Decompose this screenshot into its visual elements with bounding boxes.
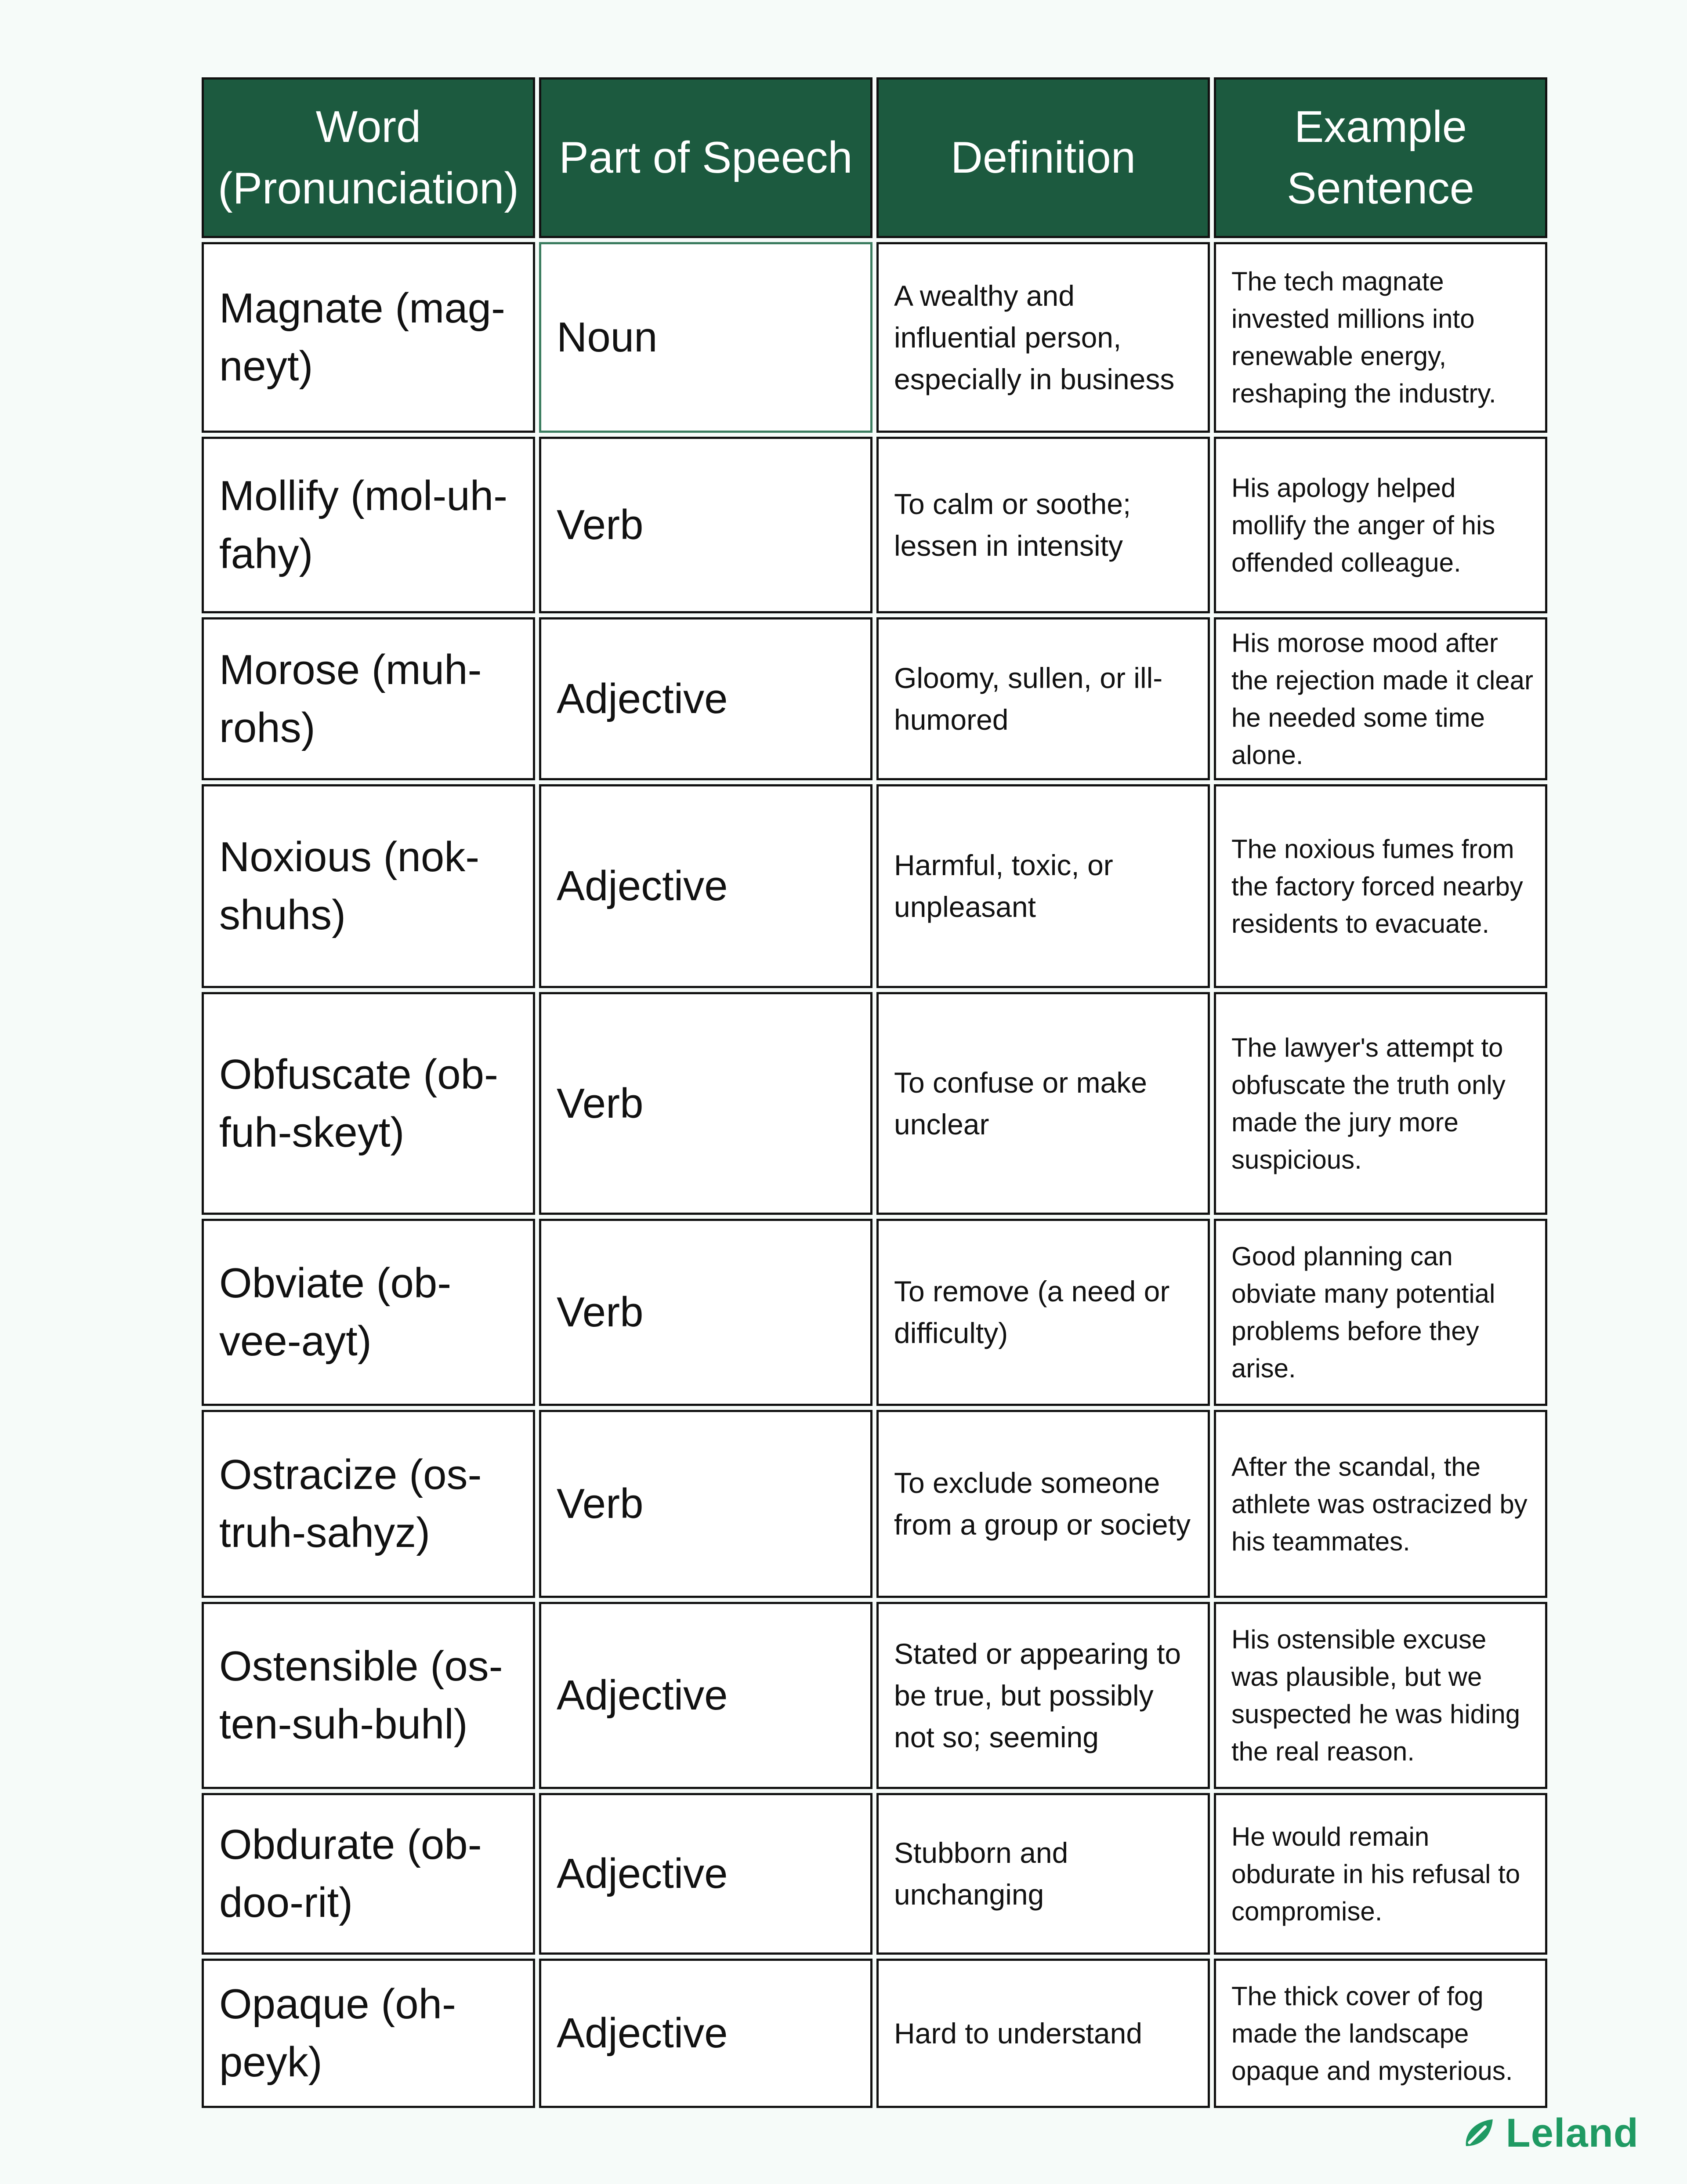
definition-cell: Harmful, toxic, or unpleasant [876,784,1210,988]
definition-cell: Gloomy, sullen, or ill-humored [876,617,1210,780]
header-definition: Definition [876,77,1210,238]
word-cell: Morose (muh-rohs) [202,617,535,780]
table-row [202,1793,1547,1955]
word-cell: Ostracize (os-truh-sahyz) [202,1410,535,1598]
example-cell: His apology helped mollify the anger of his offended colleague. [1214,437,1547,613]
header-example-sentence: Example Sentence [1214,77,1547,238]
header-row [202,77,1547,238]
table-row [202,1602,1547,1789]
word-cell: Mollify (mol-uh-fahy) [202,437,535,613]
table-header [202,77,1547,238]
table-row [202,1219,1547,1406]
brand-name: Leland [1506,2110,1639,2155]
table-row [202,242,1547,433]
example-cell: The lawyer's attempt to obfuscate the truth only made the jury more suspicious. [1214,992,1547,1215]
part-of-speech-cell: Adjective [539,617,872,780]
example-cell: After the scandal, the athlete was ostracized by his teammates. [1214,1410,1547,1598]
word-cell: Obfuscate (ob-fuh-skeyt) [202,992,535,1215]
definition-cell: To confuse or make unclear [876,992,1210,1215]
word-cell: Noxious (nok-shuhs) [202,784,535,988]
table-row [202,617,1547,780]
table-row [202,437,1547,613]
table-row [202,1959,1547,2108]
table-row [202,784,1547,988]
word-cell: Obviate (ob-vee-ayt) [202,1219,535,1406]
part-of-speech-cell: Adjective [539,1602,872,1789]
part-of-speech-cell: Verb [539,992,872,1215]
example-cell: The thick cover of fog made the landscape opaque and mysterious. [1214,1959,1547,2108]
example-cell: Good planning can obviate many potential problems before they arise. [1214,1219,1547,1406]
leland-logo [1461,2109,1639,2157]
leaf-icon [1461,2116,1495,2150]
word-cell: Ostensible (os-ten-suh-buhl) [202,1602,535,1789]
part-of-speech-cell: Adjective [539,784,872,988]
definition-cell: To exclude someone from a group or society [876,1410,1210,1598]
header-part-of-speech: Part of Speech [539,77,872,238]
part-of-speech-cell: Verb [539,1410,872,1598]
word-cell: Magnate (mag-neyt) [202,242,535,433]
word-cell: Opaque (oh-peyk) [202,1959,535,2108]
part-of-speech-cell: Noun [539,242,872,433]
example-cell: The tech magnate invested millions into renewable energy, reshaping the industry. [1214,242,1547,433]
definition-cell: To remove (a need or difficulty) [876,1219,1210,1406]
part-of-speech-cell: Adjective [539,1959,872,2108]
part-of-speech-cell: Adjective [539,1793,872,1955]
part-of-speech-cell: Verb [539,437,872,613]
vocabulary-table [198,73,1551,2112]
definition-cell: Stated or appearing to be true, but possibly not so; seeming [876,1602,1210,1789]
definition-cell: To calm or soothe; lessen in intensity [876,437,1210,613]
example-cell: He would remain obdurate in his refusal to compromise. [1214,1793,1547,1955]
header-word: Word (Pronunciation) [202,77,535,238]
table-row [202,992,1547,1215]
definition-cell: Stubborn and unchanging [876,1793,1210,1955]
example-cell: The noxious fumes from the factory forced nearby residents to evacuate. [1214,784,1547,988]
example-cell: His morose mood after the rejection made it clear he needed some time alone. [1214,617,1547,780]
example-cell: His ostensible excuse was plausible, but we suspected he was hiding the real reason. [1214,1602,1547,1789]
part-of-speech-cell: Verb [539,1219,872,1406]
table-row [202,1410,1547,1598]
definition-cell: Hard to understand [876,1959,1210,2108]
definition-cell: A wealthy and influential person, especially in business [876,242,1210,433]
word-cell: Obdurate (ob-doo-rit) [202,1793,535,1955]
table-body [202,242,1547,2108]
